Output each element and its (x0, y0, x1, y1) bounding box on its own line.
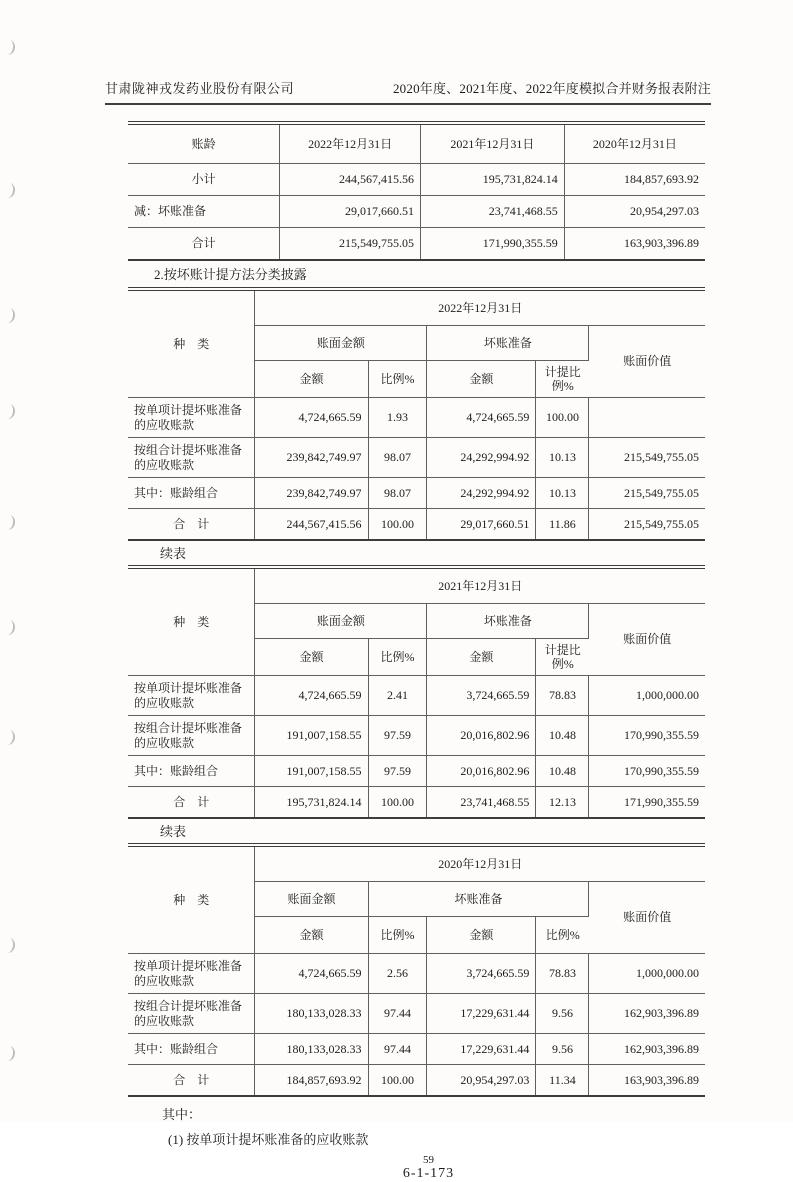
col-header-book-amount: 账面金额 (255, 882, 368, 917)
cell-value: 1.93 (368, 398, 427, 438)
cell-value: 23,741,468.55 (427, 787, 536, 819)
cell-value: 3,724,665.59 (427, 954, 536, 994)
cell-value: 29,017,660.51 (280, 196, 421, 228)
cell-value: 100.00 (536, 398, 589, 438)
table-row (128, 756, 705, 787)
table-row (128, 994, 705, 1034)
cell-value: 12.13 (536, 787, 589, 819)
cell-value: 170,990,355.59 (589, 756, 705, 787)
row-label: 小计 (128, 164, 280, 196)
col-header-bad-debt: 坏账准备 (368, 882, 589, 917)
row-label: 按组合计提坏账准备的应收账款 (128, 994, 255, 1034)
col-header-provision-ratio: 计提比例% (536, 361, 589, 398)
cell-value: 98.07 (368, 438, 427, 478)
cell-value: 239,842,749.97 (255, 438, 368, 478)
table-row (128, 478, 705, 509)
method-table-2022 (128, 287, 705, 541)
col-header-category: 种 类 (128, 289, 255, 398)
continued-table-label: 续表 (160, 546, 187, 561)
method-table-2020 (128, 843, 705, 1097)
item-1-label: (1) 按单项计提坏账准备的应收账款 (168, 1132, 369, 1147)
cell-value: 97.44 (368, 994, 427, 1034)
col-header-aging: 账龄 (128, 123, 280, 164)
cell-value: 4,724,665.59 (255, 954, 368, 994)
cell-value: 171,990,355.59 (421, 228, 565, 261)
table-row (128, 398, 705, 438)
aging-summary-table (128, 121, 705, 261)
col-header-book-amount: 账面金额 (255, 326, 427, 361)
cell-value: 191,007,158.55 (255, 756, 368, 787)
cell-value: 98.07 (368, 478, 427, 509)
cell-value: 244,567,415.56 (255, 509, 368, 541)
table-row (128, 1034, 705, 1065)
col-header-book-value: 账面价值 (589, 882, 705, 954)
table-row (128, 164, 705, 196)
cell-value: 191,007,158.55 (255, 716, 368, 756)
col-header-provision-ratio: 计提比例% (536, 639, 589, 676)
cell-value: 162,903,396.89 (589, 1034, 705, 1065)
continued-table-label: 续表 (160, 824, 187, 839)
row-label: 合 计 (128, 1065, 255, 1097)
table-row (128, 228, 705, 261)
cell-value: 4,724,665.59 (255, 398, 368, 438)
cell-value: 11.34 (536, 1065, 589, 1097)
scan-artifact (3, 307, 16, 323)
page-footer (140, 1154, 717, 1182)
scan-artifact (3, 729, 16, 745)
scan-artifact (3, 1045, 16, 1061)
cell-value: 195,731,824.14 (255, 787, 368, 819)
cell-value: 3,724,665.59 (427, 676, 536, 716)
cell-value: 78.83 (536, 676, 589, 716)
scan-artifact (3, 514, 16, 530)
col-header-provision-ratio: 比例% (536, 917, 589, 954)
row-label: 按组合计提坏账准备的应收账款 (128, 438, 255, 478)
cell-value: 1,000,000.00 (589, 676, 705, 716)
row-label: 按组合计提坏账准备的应收账款 (128, 716, 255, 756)
cell-value: 97.59 (368, 756, 427, 787)
table-row (128, 716, 705, 756)
cell-value: 24,292,994.92 (427, 478, 536, 509)
cell-value: 170,990,355.59 (589, 716, 705, 756)
col-header-date: 2021年12月31日 (255, 567, 705, 604)
cell-value: 97.44 (368, 1034, 427, 1065)
page-number: 59 (423, 1154, 434, 1166)
col-header-category: 种 类 (128, 567, 255, 676)
table-row (128, 438, 705, 478)
col-header-ratio: 比例% (368, 639, 427, 676)
table-header-row (128, 289, 705, 326)
cell-value (589, 398, 705, 438)
col-header-date: 2022年12月31日 (255, 289, 705, 326)
cell-value: 171,990,355.59 (624, 794, 699, 809)
table-header-row (128, 567, 705, 604)
col-header-date: 2020年12月31日 (255, 845, 705, 882)
cell-value: 100.00 (368, 509, 427, 541)
col-header-bad-debt: 坏账准备 (427, 326, 589, 361)
table-header-row (128, 845, 705, 882)
cell-value: 239,842,749.97 (255, 478, 368, 509)
cell-value: 11.86 (536, 509, 589, 541)
row-label: 其中：账龄组合 (128, 756, 255, 787)
cell-value: 195,731,824.14 (421, 164, 565, 196)
table-row (128, 1065, 705, 1097)
col-header-amount: 金额 (427, 639, 536, 676)
row-label: 其中：账龄组合 (128, 478, 255, 509)
col-header-2022: 2022年12月31日 (280, 123, 421, 164)
cell-value: 24,292,994.92 (427, 438, 536, 478)
col-header-book-amount: 账面金额 (255, 604, 427, 639)
row-label: 按单项计提坏账准备的应收账款 (128, 398, 255, 438)
cell-value: 23,741,468.55 (421, 196, 565, 228)
table-row (128, 787, 705, 819)
cell-value: 10.13 (536, 438, 589, 478)
col-header-2020: 2020年12月31日 (564, 123, 705, 164)
cell-value: 180,133,028.33 (255, 994, 368, 1034)
cell-value: 215,549,755.05 (589, 438, 705, 478)
among-which-label: 其中： (162, 1107, 202, 1122)
cell-value: 4,724,665.59 (255, 676, 368, 716)
row-label: 合 计 (128, 787, 255, 819)
cell-value: 215,549,755.05 (624, 516, 699, 531)
cell-value: 20,954,297.03 (564, 196, 705, 228)
report-title: 2020年度、2021年度、2022年度模拟合并财务报表附注 (392, 81, 711, 96)
cell-value: 2.56 (368, 954, 427, 994)
table-row (128, 509, 705, 541)
scan-artifact (3, 937, 16, 953)
cell-value: 17,229,631.44 (427, 994, 536, 1034)
row-label: 合 计 (128, 509, 255, 541)
col-header-amount: 金额 (255, 639, 368, 676)
col-header-amount: 金额 (255, 361, 368, 398)
cell-value: 162,903,396.89 (589, 994, 705, 1034)
col-header-2021: 2021年12月31日 (421, 123, 565, 164)
cell-value: 215,549,755.05 (589, 478, 705, 509)
row-label: 合计 (128, 228, 280, 261)
col-header-amount: 金额 (427, 917, 536, 954)
cell-value: 20,016,802.96 (427, 756, 536, 787)
scan-artifact (3, 182, 16, 198)
scan-artifact (3, 403, 16, 419)
cell-value: 29,017,660.51 (427, 509, 536, 541)
col-header-ratio: 比例% (368, 361, 427, 398)
cell-value: 20,016,802.96 (427, 716, 536, 756)
cell-value: 17,229,631.44 (427, 1034, 536, 1065)
document-code: 6-1-173 (402, 1166, 455, 1181)
col-header-amount: 金额 (255, 917, 368, 954)
cell-value: 184,857,693.92 (564, 164, 705, 196)
method-table-2021 (128, 565, 705, 819)
cell-value: 1,000,000.00 (589, 954, 705, 994)
scan-artifact (3, 619, 16, 635)
cell-value: 10.48 (536, 756, 589, 787)
cell-value: 100.00 (368, 1065, 427, 1097)
cell-value: 244,567,415.56 (280, 164, 421, 196)
col-header-category: 种 类 (128, 845, 255, 954)
col-header-bad-debt: 坏账准备 (427, 604, 589, 639)
col-header-book-value: 账面价值 (589, 604, 705, 676)
table-header-row (128, 123, 705, 164)
cell-value: 10.13 (536, 478, 589, 509)
cell-value: 163,903,396.89 (624, 1072, 699, 1087)
col-header-book-value: 账面价值 (589, 326, 705, 398)
scan-artifact (3, 39, 16, 55)
section-title: 2.按坏账计提方法分类披露 (154, 267, 307, 282)
cell-value: 215,549,755.05 (280, 228, 421, 261)
table-row (128, 676, 705, 716)
col-header-amount: 金额 (427, 361, 536, 398)
cell-value: 10.48 (536, 716, 589, 756)
company-name: 甘肃陇神戎发药业股份有限公司 (105, 81, 295, 96)
cell-value: 97.59 (368, 716, 427, 756)
cell-value: 9.56 (536, 994, 589, 1034)
document-header (105, 78, 711, 105)
row-label: 按单项计提坏账准备的应收账款 (128, 954, 255, 994)
row-label: 其中：账龄组合 (128, 1034, 255, 1065)
cell-value: 100.00 (368, 787, 427, 819)
cell-value: 2.41 (368, 676, 427, 716)
col-header-ratio: 比例% (368, 917, 427, 954)
table-row (128, 196, 705, 228)
row-label: 按单项计提坏账准备的应收账款 (128, 676, 255, 716)
cell-value: 20,954,297.03 (427, 1065, 536, 1097)
table-row (128, 954, 705, 994)
cell-value: 180,133,028.33 (255, 1034, 368, 1065)
cell-value: 78.83 (536, 954, 589, 994)
cell-value: 9.56 (536, 1034, 589, 1065)
row-label: 减：坏账准备 (128, 196, 280, 228)
cell-value: 184,857,693.92 (255, 1065, 368, 1097)
cell-value: 163,903,396.89 (624, 236, 699, 250)
cell-value: 4,724,665.59 (427, 398, 536, 438)
